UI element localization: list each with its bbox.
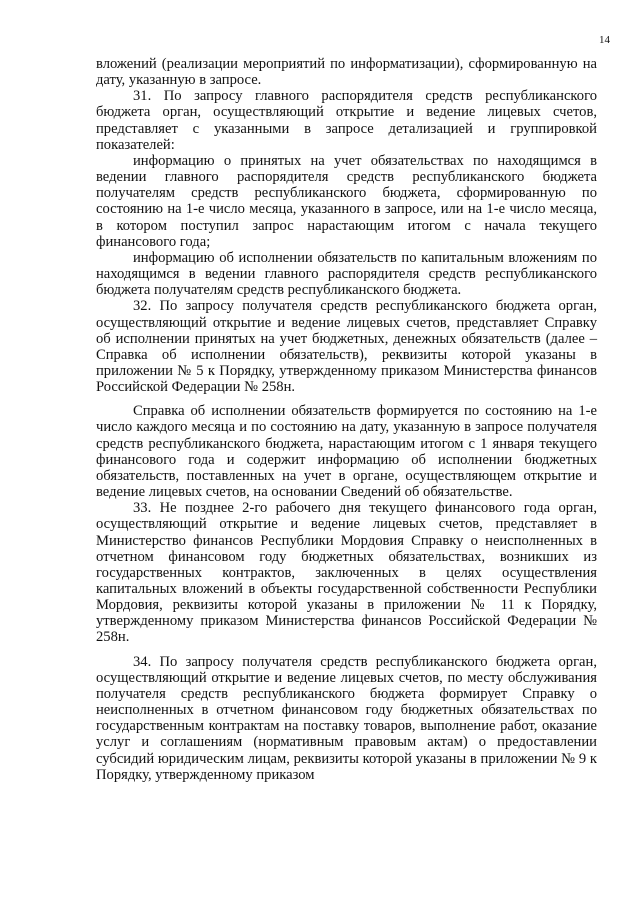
document-body (96, 56, 597, 783)
paragraph-31-item-2: информацию об исполнении обязательств по капитальным вложениям по находящимся в ведении главного распорядителя средств республиканского бюджета получателям средств республиканского бюджета. (96, 249, 597, 299)
paragraph-31-item-1: информацию о принятых на учет обязательствах по находящимся в ведении главного распорядителя средств республиканского бюджета получателям средств республиканского бюджета, сформированную по состоянию на 1-е число месяца, указанного в запросе, или на 1-е число месяца, в котором поступил запрос нарастающим итогом с начала текущего финансового года; (96, 152, 597, 250)
paragraph-33: 33. Не позднее 2-го рабочего дня текущего финансового года орган, осуществляющий открытие и ведение лицевых счетов, представляет в Министерство финансов Республики Мордовия Справку о неисполненных в отчетном финансовом году бюджетных обязательствах, возникших из государственных контрактов, заключенных в целях осуществления капитальных вложений в объекты государственной собственности Республики Мордовия, реквизиты которой указаны в приложении № 11 к Порядку, утвержденному приказом Министерства финансов Российской Федерации № 258н. (96, 500, 597, 646)
page-number: 14 (599, 34, 610, 46)
paragraph-31: 31. По запросу главного распорядителя средств республиканского бюджета орган, осуществляющий открытие и ведение лицевых счетов, представляет с указанными в запросе детализацией и группировкой показателей: (96, 88, 597, 153)
paragraph-continuation: вложений (реализации мероприятий по информатизации), сформированную на дату, указанную в запросе. (96, 56, 597, 89)
paragraph-32: 32. По запросу получателя средств республиканского бюджета орган, осуществляющий открытие и ведение лицевых счетов, представляет Справку об исполнении принятых на учет бюджетных, денежных обязательств (далее – Справка об исполнении обязательств), реквизиты которой указаны в приложении № 5 к Порядку, утвержденному приказом Министерства финансов Российской Федерации № 258н. (96, 298, 597, 396)
paragraph-32-note: Справка об исполнении обязательств формируется по состоянию на 1-е число каждого месяца и по состоянию на дату, указанную в запросе получателя средств республиканского бюджета, нарастающим итогом с 1 января текущего финансового года и содержит информацию об исполнении бюджетных обязательств, поставленных на учет в органе, осуществляющем открытие и ведение лицевых счетов, на основании Сведений об обязательстве. (96, 403, 597, 501)
paragraph-34: 34. По запросу получателя средств республиканского бюджета орган, осуществляющий открытие и ведение лицевых счетов, по месту обслуживания получателя средств республиканского бюджета формирует Справку о неисполненных в отчетном финансовом году бюджетных обязательствах по государственным контрактам на поставку товаров, выполнение работ, оказание услуг и соглашениям (нормативным правовым актам) о предоставлении субсидий юридическим лицам, реквизиты которой указаны в приложении № 9 к Порядку, утвержденному приказом (96, 653, 597, 783)
